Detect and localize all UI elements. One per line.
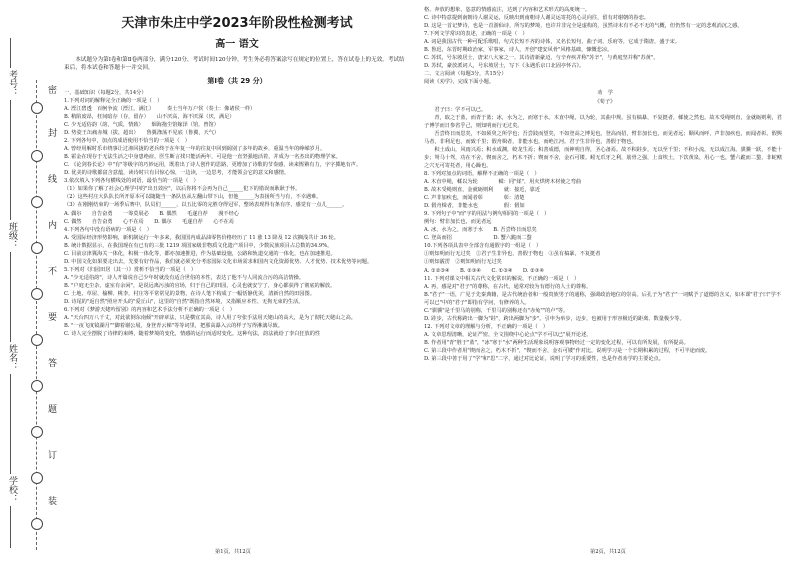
seal-char: 线 <box>48 175 58 185</box>
question-line: B. 鲁迅，东晋时期政治家，军事家，诗人，开创"建安风骨"风格基础，慷慨悲凉。 <box>424 47 613 54</box>
question-line: 6.下列对《梦游天姥吟留别》的内容和艺术手法分析不正确的一项是（ ） <box>64 307 235 314</box>
seal-char: 封 <box>48 129 58 139</box>
section-heading: 第Ⅰ卷（共 29 分） <box>207 76 267 85</box>
gutter-line <box>10 506 11 548</box>
question-line: 4.下列各句中没有语病的一项是（ ） <box>64 226 152 233</box>
binding-hole <box>31 288 43 300</box>
seal-char: 订 <box>48 451 58 461</box>
question-line: D. 苏轼，豪放派词人，号东坡居士，写下《永遇乐京口北固亭怀古》。 <box>424 63 585 70</box>
question-line: C. 《论剑春长论》中"有"等级字的巧妙运用，既着出了诗人创作的思路，更增加了诗歌的节奏感，读来铿锵有力，字字掷地有声。 <box>64 162 362 169</box>
question-line: B. "户庭无尘杂，虚室有余闲"，是说远离污浊的官场，归于自己的田园，心灵也就安宁了，身心都获得了彻底的解放。 <box>64 282 336 289</box>
question-line: C. 第三段中作者用"锲而舍之，朽木不折"，"锲而不舍，金石可镂"作对比，说明学习是一个长期积累的过程，不可半途而废。 <box>424 347 711 354</box>
exam-instructions: 本试题分为第Ⅰ卷和第Ⅱ卷两部分，满分120分，考试时间120分钟。考生务必将答案涂写在规定的位置上，答在试卷上的无效。考试结束后，将本试卷和答题卡一并交回。 <box>64 57 405 72</box>
question-line: 格、奔放的想象、恣意的情感流注，达到了内容和艺术形式的高度统一。 <box>424 7 591 13</box>
question-line: B. 稍陷废昂，枉间暗存（存，留存） 山不厌高，海不厌深（厌，满足） <box>64 113 235 120</box>
passage-paragraph: 积土成山，风雨兴焉；积水成渊，蛟龙生焉；积善成德，而神明自得，圣心备焉。故不积跬步，无以至千里；不积小流，无以成江海。骐骥一跃，不能十步；驽马十驾，功在不舍。锲而舍之，朽木不折；锲而不舍，金石可镂。蚓无爪牙之利，筋骨之强，上食埃土，下饮黄泉，用心一也。蟹六跪而二螯，非蛇鳝之穴无可寄托者，用心躁也。 <box>424 146 782 169</box>
seal-char: 内 <box>48 221 58 231</box>
question-line: D. 优美的诗歌都富含意蕴，读诗时只有目惊心惊，一边读，一边思考，才能领会它的意义和感情。 <box>64 170 290 177</box>
question-line: （3）在刚刚结束的一场季后赛中，队员们______，以五比零的完胜夺得冠军，整场表现得有条有序，感觉有一点儿______。 <box>64 202 348 209</box>
page-2 <box>424 6 786 541</box>
question-line: C. 偶然 自告奋勇 心不在焉 D. 偶尔 毛遂自荐 心不在焉 <box>64 218 234 225</box>
gutter-line <box>10 100 11 220</box>
question-line: 二、文言阅读（每题3分，共15分） <box>424 71 507 78</box>
question-line: A. 冰，水为之，而寒于水 B. 吾尝终日而思矣 <box>424 227 537 234</box>
question-line: D. 第三段中善于用了"学"和"思"二字，通过对比论证，说明了学习的重要性，也是作者劝学的主要论点。 <box>424 356 664 363</box>
page-1-footer: 第1页，共12页 <box>215 549 251 555</box>
question-line: ①则知明而行无过矣 ②君子生非异也，善假于物也 ③虽有槁暴，不复挺者 <box>424 251 601 258</box>
question-line: D. 假舟楫者，非能水也 假：假如 <box>424 203 525 210</box>
question-line: C. 土地、草屋、榆柳、桃李，村庄等平常常见的景物，在诗人笔下构成了一幅恬静优美，清新自然的田园图。 <box>64 290 315 297</box>
question-line: B. 故木受绳则直，金就砺则利 就：接近，靠近 <box>424 187 541 194</box>
school-label: 学校： <box>7 476 17 503</box>
page-2-footer: 第2页，共12页 <box>590 549 626 555</box>
question-line: C. 目前京津冀海关一体化，积极一体化等，都亦加速推进，作为基础设施，公路和轨道交通的一体化，也在加速推进。 <box>64 250 336 257</box>
seal-char: 密 <box>48 86 58 96</box>
question-line: C. 诗中特意提到南朝诗人谢灵运，反映出到南朝诗人谢灵运寄托的心灵向往，留有对谢朝的眷恋。 <box>424 15 649 22</box>
binding-hole <box>31 472 43 484</box>
question-line: D. 势姿王缶痛赤城（拔，超出） 鲁翼涤荡不见底（鲁翼，天气） <box>64 130 220 137</box>
question-line: （2）这些村庄大队队长所开原本可以随随当一条队伍从左翻山带下山，但他______为表扬所当与有，不幸遇难。 <box>64 194 322 201</box>
question-line: A. 再，感是对"君子"的尊称，在古代，通常对较为有德行的人士的尊称。 <box>424 283 592 290</box>
question-line: 11. 下列对课文中相关古代文化常识的解说，不正确的一项是（ ） <box>424 275 580 282</box>
binding-hole <box>31 102 43 114</box>
question-line: 例句：臂非加长也，而见者远 <box>424 219 492 226</box>
passage-paragraph: 吾尝终日而思矣，不如须臾之所学也；吾尝跂而望矣，不如登高之博见也。登高而招，臂非加长也，而见者远；顺风而呼，声非加疾也，而闻者彰。假舆马者，非利足也，而致千里；假舟楫者，非能水也，而绝江河。君子生非异也，善假于物也。 <box>424 130 782 145</box>
question-line: A. "少无适俗韵"，诗人开篇说自己少年时就没有适合世俗的本性，表达了他不与人同流合污的高洁情操。 <box>64 274 305 281</box>
exam-subtitle: 高一 语文 <box>215 39 259 50</box>
seal-char: 题 <box>48 405 58 415</box>
name-label: 姓名： <box>7 344 17 371</box>
question-line: D. 诗尾的"返自然"照应开头的"爱丘山"，这里的"自然"既指自然环境，又指顺应本性、无拘无束的生活。 <box>64 299 304 306</box>
question-line: 一、基础知识（每题2分，共14分） <box>64 89 147 96</box>
exam-title: 天津市朱庄中学2023年阶段性检测考试 <box>121 16 353 31</box>
question-line: D. 跬步，古代称跨出一脚为"跬"，跨出两脚为"步"。引申为举步，迈步，也被用于形容极近的距离、数量极少等。 <box>424 315 685 322</box>
question-line: 12. 下列对文章的理解与分析，不正确的一项是（ ） <box>424 323 549 330</box>
question-line: B. 霍金在现存于无法生活之中身患绝症，医生断言找只能活两年，可是他一直坚强地活着，并成为一名杰出的物理学家。 <box>64 154 341 161</box>
question-line: 8. 下列对加点的词语，解释不正确的一项是（ ） <box>424 170 540 177</box>
question-line: 1.下列对词的解释完全正确的一项是（ ） <box>64 97 163 104</box>
question-line: A. 湮江碧透 百舸争流（湮江，满江） 奏士当年万户侯（奏士：像诸侯一样） <box>64 105 256 112</box>
binding-hole <box>31 242 43 254</box>
page-1-questions <box>64 89 410 338</box>
gutter-line <box>10 38 11 68</box>
question-line: A. 木直中绳，輮以为轮 輮：同"煣"，用火烘烤木材使之弯曲 <box>424 178 582 185</box>
gutter-line <box>10 252 11 342</box>
question-line: A. 偶尔 自告奋勇 一筹莫展必 B. 偶然 毛遂自荐 漫不经心 <box>64 210 239 217</box>
question-line: A. 词是我国古代一种可配乐歌唱，句式长短不齐的诗体，又名长短句、曲子词、乐府等，它成于隋唐，盛于宋。 <box>424 39 681 46</box>
question-line: 阅读《劝学》，完成下面小题。 <box>424 79 495 86</box>
question-line: B. 统计数据显示，在我国现在有已有的三批 1219 项国家级非物质文化遗产项目中，少数民族项目占总数的34.9%。 <box>64 242 333 249</box>
question-line: B. 作者用"青"胜于"蓝"，"冰"寒于"水"两种生活现象说明客观事物经过一定的变化过程，可以有所发展，有所提高。 <box>424 339 689 346</box>
question-line: 9. 下列句子中"而"字的用法与例句相同的一项是（ ） <box>424 211 550 218</box>
question-line: C. 苏轼，号东坡居士，唐宋八大家之一，其诗清新豪迈，与辛弃疾并称"苏辛"，与黄庭坚并称"苏黄"。 <box>424 55 659 62</box>
binding-hole <box>31 150 43 162</box>
seal-char: 要 <box>48 313 58 323</box>
passage-paragraph: 青，取之于蓝，而青于蓝；冰，水为之，而寒于水。木直中绳，以为轮，其曲中规。虽有槁暴，不复挺者，輮使之然也。故木受绳则直，金就砺则利，君子博学而日参省乎己，则知明而行无过矣。 <box>424 114 782 129</box>
question-line: 10.下列各项具表中全部含有通假字的一组是（ ） <box>424 243 542 250</box>
seal-char: 不 <box>48 267 58 277</box>
question-line: 5.下列对《归园田居（其一）》赏析不恰当的一项是（ ） <box>64 266 197 273</box>
binding-hole <box>31 334 43 346</box>
question-line: C. 登高而招 D. 蟹六跪而二螯 <box>424 235 532 242</box>
question-line: A. 曾经用解时乐市绕事让过渗回拢的老兵终于在年复一年的往复中回到阔别了多年的故乡，重温当年的峥嵘岁月。 <box>64 146 326 153</box>
question-line: B. "一夜飞度镜湖月""脚着谢公屐，身登青云梯"等等词里，把那高瀑入云的样子写得淋漓尽致。 <box>64 323 283 330</box>
question-line: A. "天台四万八千丈，对此欲倒东南倾"开辟章法，只是横宜其高，诗人用了夸张手法用天姥山的高大，是为了彻托天姥山之高。 <box>64 315 356 322</box>
question-line: C. 少无适俗韵（韵，气质，情致） 烟海拖尘馆嫁泽（馆，曾馆） <box>64 122 219 128</box>
page-1 <box>64 6 410 541</box>
passage-title: 劝 学 <box>597 90 613 97</box>
seal-char: 装 <box>48 497 58 507</box>
question-line: A. ①②③④ B. ②③④ C. ①③④ D. ②③④ <box>424 267 545 274</box>
question-line: 3.依次填入下列各句横线处的词语，最恰当的一项是（ ） <box>64 178 199 185</box>
binding-hole <box>31 380 43 392</box>
seal-char: 答 <box>48 359 58 369</box>
question-line: 7.下列文学常识的表述，正确的一项是（ ） <box>424 31 528 38</box>
passage-author: 《荀子》 <box>594 98 616 105</box>
question-line: C."骐骥"是千里马的别称，千里马的别称还有"赤兔""的卢"等。 <box>424 307 569 314</box>
question-line: C. 声非加疾也，而闻者彰 彰：清楚 <box>424 195 525 202</box>
binding-gutter <box>0 0 64 561</box>
question-line: A. 受国际经济形势影响，新机制运行一年多来，我国国内成品油零售价格经历了 11 涨 13 降及 12 次搁浅共计 36 轮。 <box>64 234 339 241</box>
exam-number-label: 考号： <box>7 70 17 97</box>
question-line: A. 文章思理清晰，论证严密，全文围绕中心论点"学不可以已"展开论述。 <box>424 331 592 338</box>
class-label: 班级： <box>7 222 17 249</box>
question-line: 2. 下列各句中，加点的成语使用不恰当的一项是（ ） <box>64 138 190 145</box>
question-line: D. 中国文化如果要走出去，先要有好作品，我们就必须充分考虑国际文化市场需求和国内文化资源优势、人才优势、技术优势等问题。 <box>64 258 373 265</box>
binding-hole <box>31 518 43 530</box>
question-line: B."君子"一语，广见于先秦典籍，是古代统治者和一般贵族男子的通称，强调政治地位的崇高。后孔子为"君子"一词赋予了道德的含义，如本课"君子曰"学不可以已"中的"君子"即指有学问，有修养的人。 <box>424 291 781 306</box>
gutter-line <box>10 374 11 474</box>
question-line: （1）如果你了解了社会心理学中的"出丑效应"，以后你将不会再为自己______犯下的错误而耿耿于怀。 <box>64 186 301 193</box>
binding-hole <box>31 196 43 208</box>
binding-hole <box>31 426 43 438</box>
passage-paragraph: 君子曰：学不可以已。 <box>434 106 487 113</box>
question-line: ①则知霰雳 ②则知明而行无过矣 <box>424 259 502 266</box>
question-line: D. 这是一首记梦诗，也是一首游仙诗，所写的梦境，也许并非完全是虚构的，虽然诗末有不必不无的气概，但仍然有一定的悲观消沉之感。 <box>424 23 743 30</box>
question-line: C. 诗人完全摆脱了诗律的束缚，随着梦境的变化，情感的运行而适时变化。这种句法，韵法就给了李白狂放的性 <box>64 331 321 338</box>
